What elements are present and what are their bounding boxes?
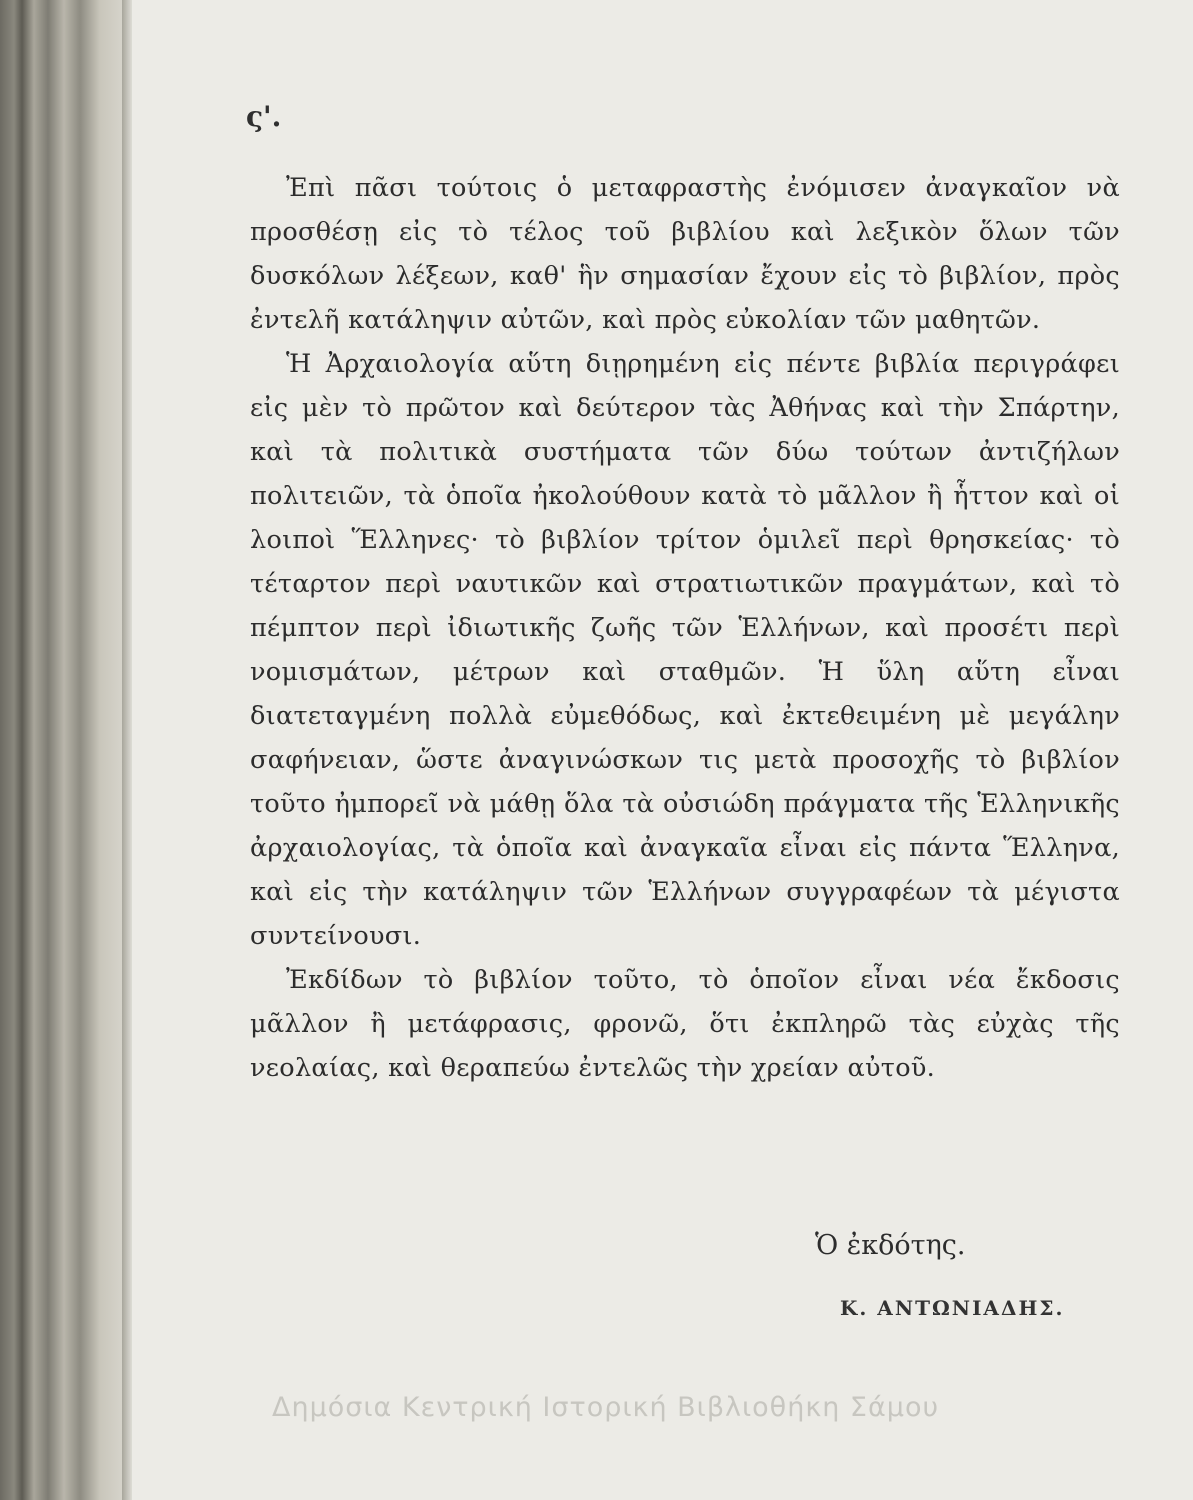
paragraph: Ἡ Ἀρχαιολογία αὕτη διῃρημένη εἰς πέντε βιβλία περιγράφει εἰς μὲν τὸ πρῶτον καὶ δεύτερον τὰς Ἀθήνας καὶ τὴν Σπάρτην, καὶ τὰ πολιτικὰ συστήματα τῶν δύω τούτων ἀντιζήλων πολιτειῶν, τὰ ὁποῖα ἠκολούθουν κατὰ τὸ μᾶλλον ἢ ἧττον καὶ οἱ λοιποὶ Ἕλληνες· τὸ βιβλίον τρίτον ὁμιλεῖ περὶ θρησκείας· τὸ τέταρτον περὶ ναυτικῶν καὶ στρατιωτικῶν πραγμάτων, καὶ τὸ πέμπτον περὶ ἰδιωτικῆς ζωῆς τῶν Ἑλλήνων, καὶ προσέτι περὶ νομισμάτων, μέτρων καὶ σταθμῶν. Ἡ ὕλη αὕτη εἶναι διατεταγμένη πολλὰ εὐμεθόδως, καὶ ἐκτεθειμένη μὲ μεγάλην σαφήνειαν, ὥστε ἀναγινώσκων τις μετὰ προσοχῆς τὸ βιβλίον τοῦτο ἠμπορεῖ νὰ μάθῃ ὅλα τὰ οὐσιώδη πράγματα τῆς Ἑλληνικῆς ἀρχαιολογίας, τὰ ὁποῖα καὶ ἀναγκαῖα εἶναι εἰς πάντα Ἕλληνα, καὶ εἰς τὴν κατάληψιν τῶν Ἑλλήνων συγγραφέων τὰ μέγιστα συντείνουσι.: [250, 349, 1120, 951]
page-body: [250, 166, 1120, 1090]
page-number: ς'.: [246, 100, 282, 133]
library-watermark: Δημόσια Κεντρική Ιστορική Βιβλιοθήκη Σάμου: [272, 1392, 940, 1423]
book-binding: [0, 0, 130, 1500]
signature-name: Κ. ΑΝΤΩΝΙΑΔΗΣ.: [840, 1296, 1065, 1320]
paragraph: Ἐπὶ πᾶσι τούτοις ὁ μεταφραστὴς ἐνόμισεν ἀναγκαῖον νὰ προσθέσῃ εἰς τὸ τέλος τοῦ βιβλίου καὶ λεξικὸν ὅλων τῶν δυσκόλων λέξεων, καθ' ἣν σημασίαν ἔχουν εἰς τὸ βιβλίον, πρὸς ἐντελῆ κατάληψιν αὐτῶν, καὶ πρὸς εὐκολίαν τῶν μαθητῶν.: [250, 173, 1120, 335]
signature-role: Ὁ ἐκδότης.: [815, 1230, 966, 1261]
paragraph: Ἐκδίδων τὸ βιβλίον τοῦτο, τὸ ὁποῖον εἶναι νέα ἔκδοσις μᾶλλον ἢ μετάφρασις, φρονῶ, ὅτι ἐκπληρῶ τὰς εὐχὰς τῆς νεολαίας, καὶ θεραπεύω ἐντελῶς τὴν χρείαν αὐτοῦ.: [250, 965, 1120, 1083]
